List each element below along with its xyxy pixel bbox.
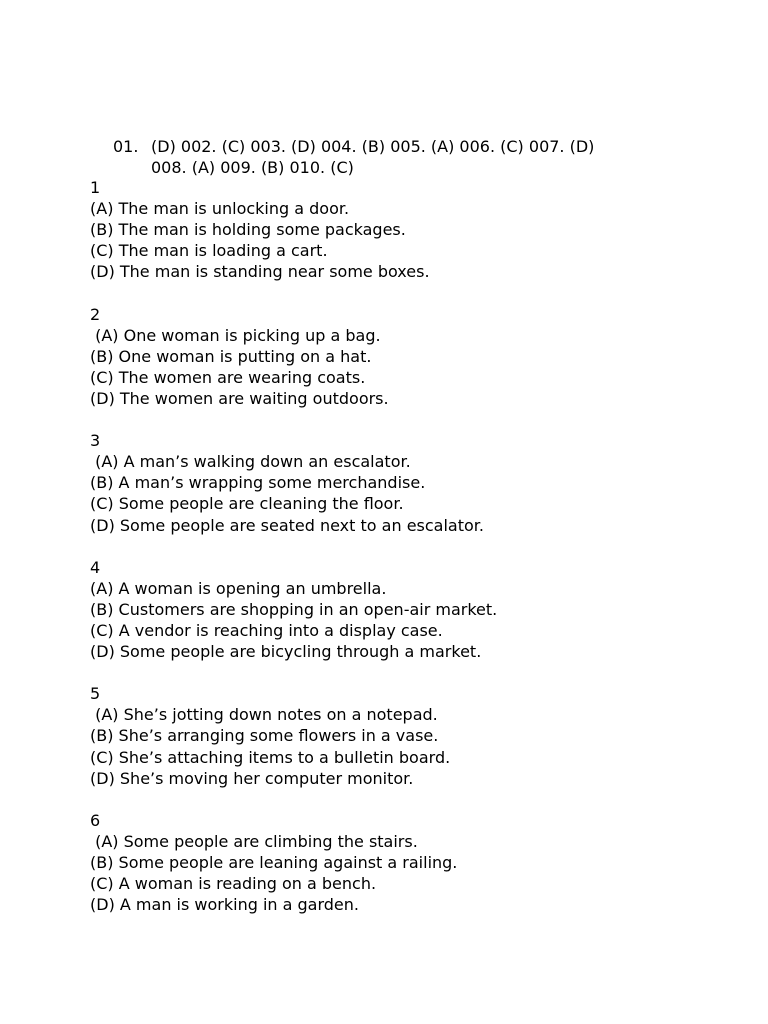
option-b: (B) One woman is putting on a hat.	[90, 346, 372, 366]
option-a: (A) She’s jotting down notes on a notepad.	[90, 705, 438, 725]
option-a: (A) A man’s walking down an escalator.	[90, 452, 411, 472]
question-2	[90, 304, 730, 409]
question-number: 3	[90, 431, 101, 451]
option-c: (C) The women are wearing coats.	[90, 367, 366, 387]
option-d: (D) She’s moving her computer monitor.	[90, 768, 414, 788]
answer-key-number: 01.	[113, 137, 139, 156]
option-d: (D) The women are waiting outdoors.	[90, 388, 389, 408]
option-b: (B) Customers are shopping in an open-air market.	[90, 599, 498, 619]
question-number: 1	[90, 178, 101, 197]
option-c: (C) A woman is reading on a bench.	[90, 874, 377, 894]
question-list	[90, 177, 730, 915]
answer-key-line: (D) 002. (C) 003. (D) 004. (B) 005. (A) 006. (C) 007. (D)	[151, 137, 595, 156]
option-b: (B) A man’s wrapping some merchandise.	[90, 473, 426, 493]
option-c: (C) The man is loading a cart.	[90, 241, 328, 261]
question-number: 5	[90, 684, 101, 704]
option-d: (D) The man is standing near some boxes.	[90, 262, 430, 282]
option-a: (A) The man is unlocking a door.	[90, 199, 350, 219]
question-3	[90, 430, 730, 535]
option-b: (B) She’s arranging some flowers in a vase.	[90, 726, 439, 746]
question-1	[90, 177, 730, 282]
option-b: (B) The man is holding some packages.	[90, 220, 406, 240]
option-b: (B) Some people are leaning against a railing.	[90, 853, 458, 872]
question-number: 2	[90, 304, 101, 324]
answer-key-line: 008. (A) 009. (B) 010. (C)	[151, 158, 354, 177]
option-c: (C) A vendor is reaching into a display case.	[90, 620, 443, 640]
question-4	[90, 557, 730, 662]
question-number: 6	[90, 810, 101, 830]
answer-key	[113, 136, 673, 178]
option-d: (D) Some people are seated next to an escalator.	[90, 515, 484, 535]
question-5	[90, 683, 730, 788]
question-number: 4	[90, 557, 101, 577]
option-d: (D) Some people are bicycling through a market.	[90, 642, 482, 662]
option-a: (A) Some people are climbing the stairs.	[90, 831, 418, 851]
option-d: (D) A man is working in a garden.	[90, 895, 359, 915]
option-a: (A) A woman is opening an umbrella.	[90, 578, 387, 598]
question-6	[90, 810, 730, 915]
option-c: (C) She’s attaching items to a bulletin board.	[90, 747, 451, 767]
option-c: (C) Some people are cleaning the floor.	[90, 494, 404, 514]
option-a: (A) One woman is picking up a bag.	[90, 325, 381, 345]
